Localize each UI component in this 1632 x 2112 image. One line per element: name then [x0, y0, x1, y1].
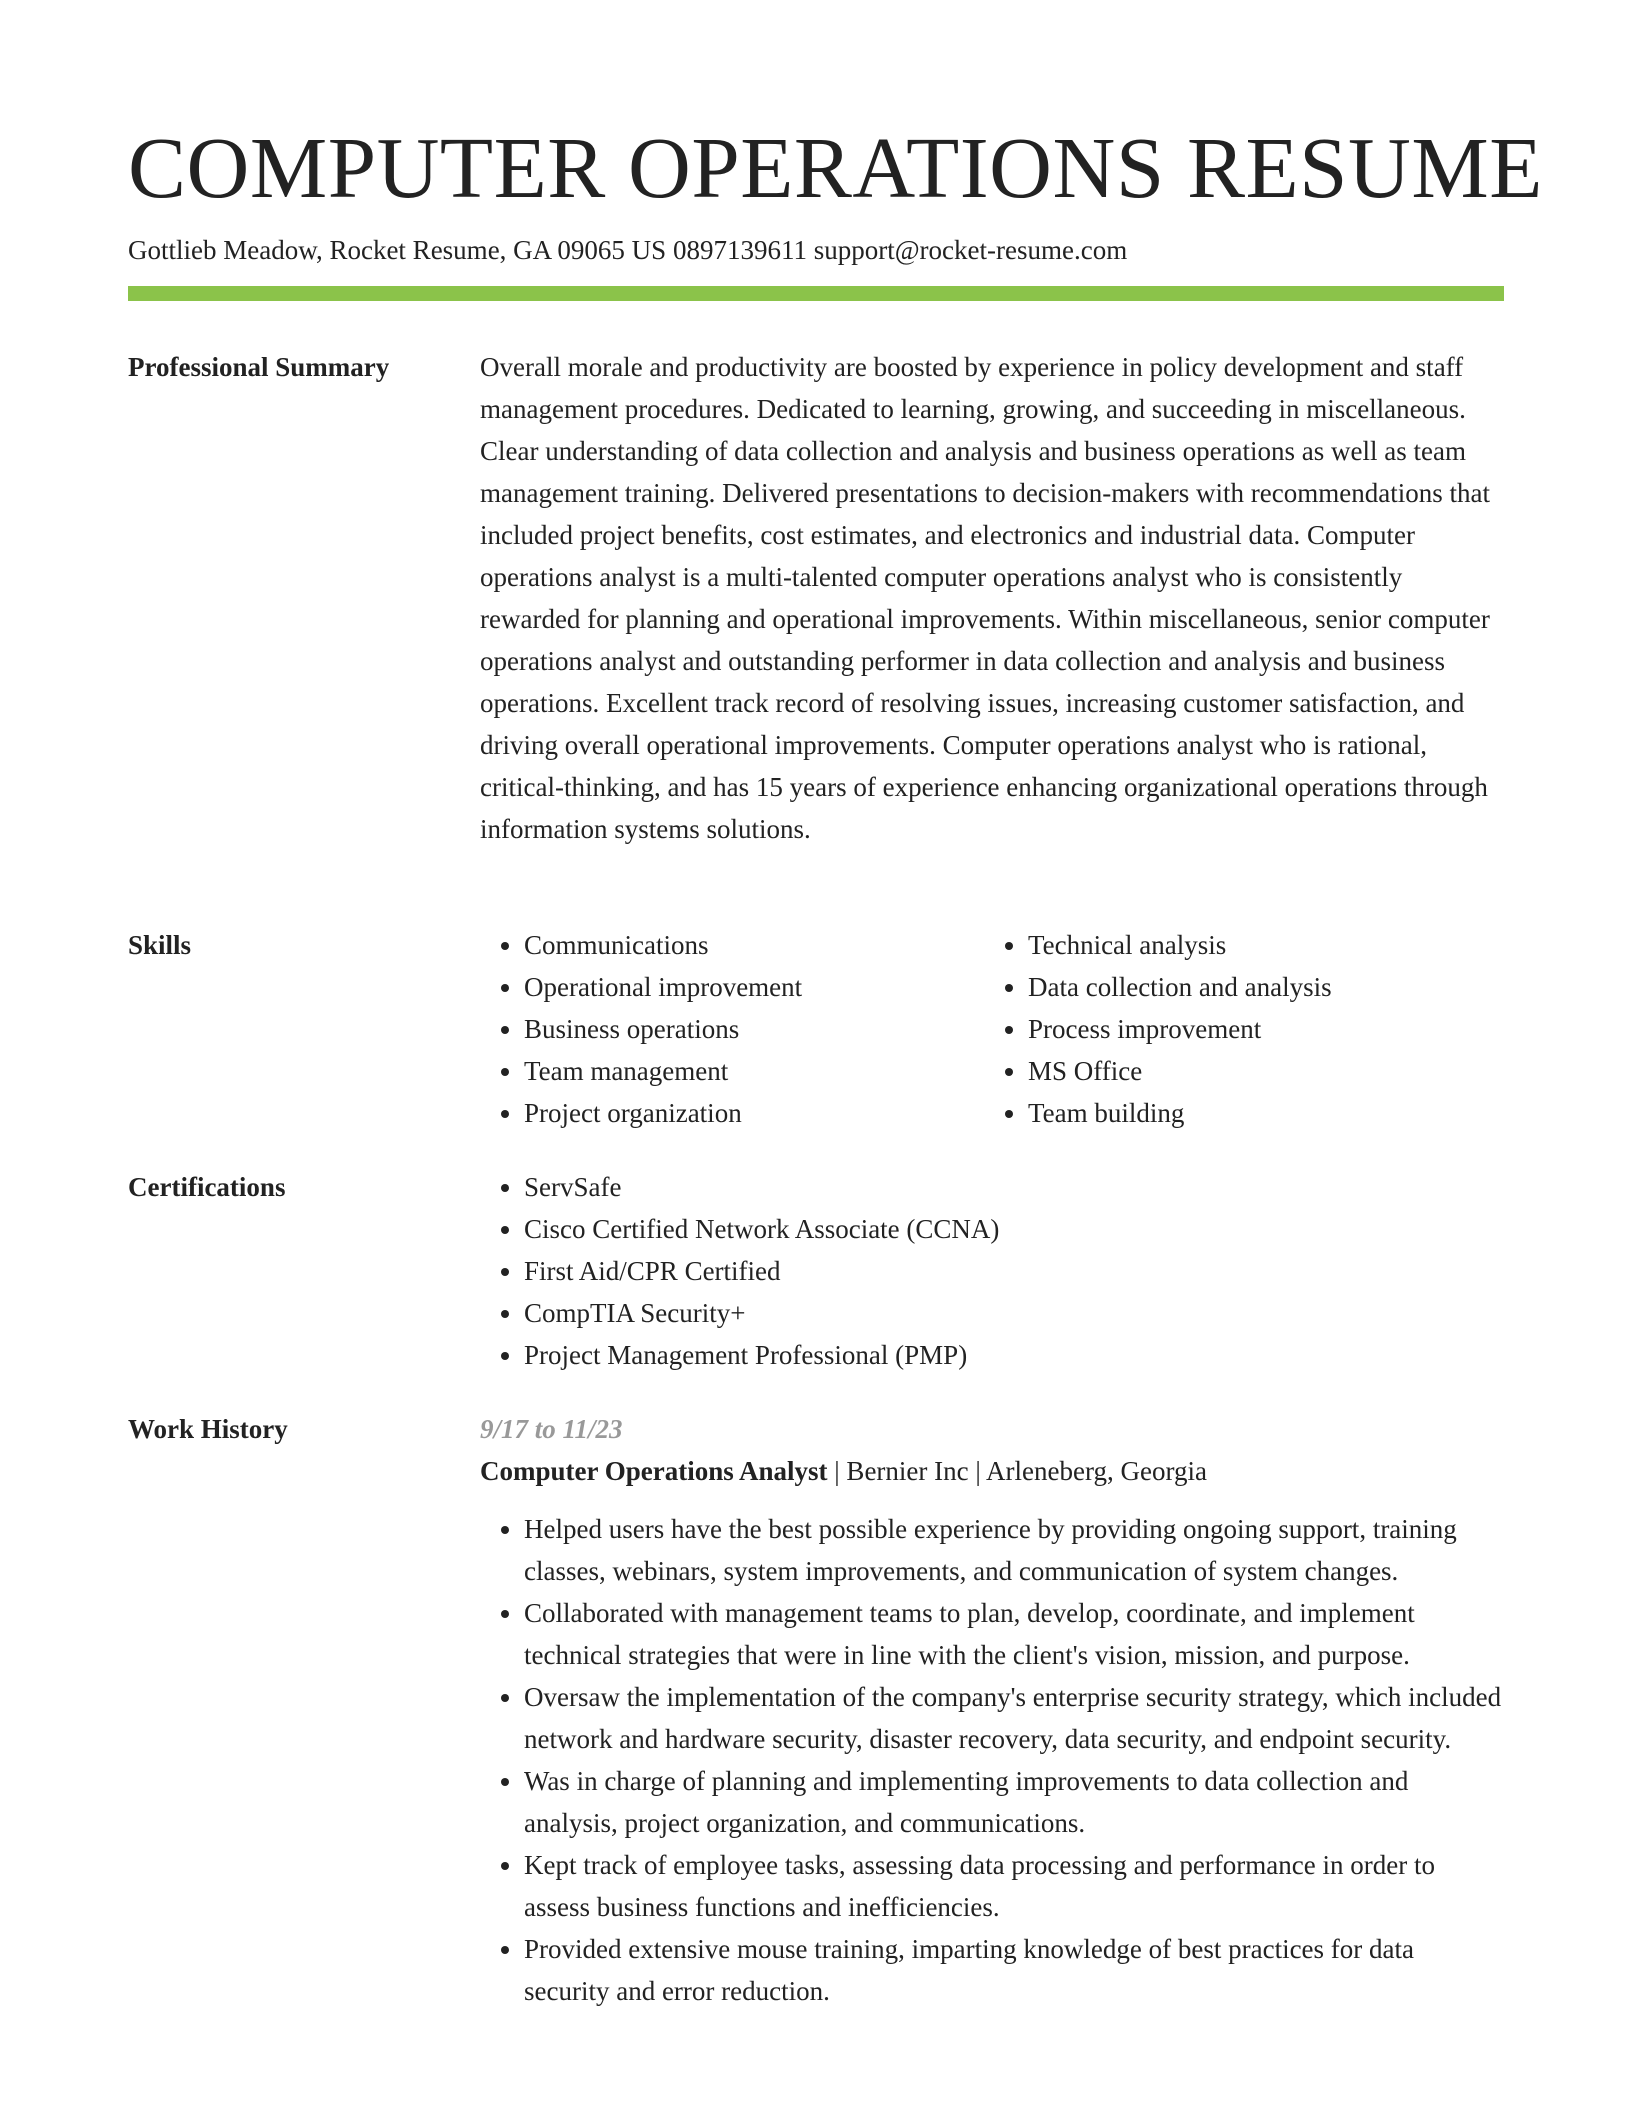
section-label: Skills	[128, 930, 192, 960]
section-body	[480, 1166, 1504, 1376]
list-item: • Collaborated with management teams to plan, develop, coordinate, and implement technical strategies that were in line with the client's vision, mission, and purpose.	[524, 1592, 1504, 1676]
list-item: • ServSafe	[524, 1166, 1504, 1208]
section-body	[480, 346, 1504, 850]
list-item: • Communications	[524, 924, 984, 966]
certifications-list	[480, 1166, 1504, 1376]
list-item: • Team management	[524, 1050, 984, 1092]
section-label: Work History	[128, 1414, 288, 1444]
list-item: • Team building	[1028, 1092, 1488, 1134]
list-item: • Was in charge of planning and implementing improvements to data collection and analysis, project organization, and communications.	[524, 1760, 1504, 1844]
job-dates: 9/17 to 11/23	[480, 1414, 623, 1444]
list-item: • Business operations	[524, 1008, 984, 1050]
list-item: • Provided extensive mouse training, imparting knowledge of best practices for data security and error reduction.	[524, 1928, 1504, 2012]
job-bullets	[480, 1508, 1504, 2012]
page-title: COMPUTER OPERATIONS RESUME	[128, 119, 1543, 216]
list-item: • CompTIA Security+	[524, 1292, 1504, 1334]
skills-list-left	[480, 924, 984, 1134]
section-label: Professional Summary	[128, 352, 390, 382]
skills-list-right	[984, 924, 1488, 1134]
list-item: • Technical analysis	[1028, 924, 1488, 966]
job-details: | Bernier Inc | Arleneberg, Georgia	[827, 1456, 1207, 1486]
job-header	[480, 1450, 1504, 1492]
job-title: Computer Operations Analyst	[480, 1456, 828, 1486]
skills-columns	[480, 924, 1504, 1134]
contact-line: Gottlieb Meadow, Rocket Resume, GA 09065 US 0897139611 support@rocket-resume.com	[128, 235, 1128, 265]
list-item: • Oversaw the implementation of the company's enterprise security strategy, which included network and hardware security, disaster recovery, data security, and endpoint security.	[524, 1676, 1504, 1760]
list-item: • Project organization	[524, 1092, 984, 1134]
list-item: • MS Office	[1028, 1050, 1488, 1092]
list-item: • First Aid/CPR Certified	[524, 1250, 1504, 1292]
summary-text: Overall morale and productivity are boosted by experience in policy development and staff management procedures. Dedicated to learning, growing, and succeeding in miscellaneous. Clear understanding of data collection and analysis and business operations as well as team management training. Delivered presentations to decision-makers with recommendations that included project benefits, cost estimates, and electronics and industrial data. Computer operations analyst is a multi-talented computer operations analyst who is consistently rewarded for planning and operational improvements. Within miscellaneous, senior computer operations analyst and outstanding performer in data collection and analysis and business operations. Excellent track record of resolving issues, increasing customer satisfaction, and driving overall operational improvements. Computer operations analyst who is rational, critical-thinking, and has 15 years of experience enhancing organizational operations through information systems solutions.	[480, 352, 1490, 844]
section-label: Certifications	[128, 1172, 286, 1202]
list-item: • Project Management Professional (PMP)	[524, 1334, 1504, 1376]
list-item: • Process improvement	[1028, 1008, 1488, 1050]
list-item: • Data collection and analysis	[1028, 966, 1488, 1008]
list-item: • Cisco Certified Network Associate (CCNA)	[524, 1208, 1504, 1250]
list-item: • Kept track of employee tasks, assessing data processing and performance in order to assess business functions and inefficiencies.	[524, 1844, 1504, 1928]
list-item: • Helped users have the best possible experience by providing ongoing support, training classes, webinars, system improvements, and communication of system changes.	[524, 1508, 1504, 1592]
header-divider	[128, 286, 1504, 301]
list-item: • Operational improvement	[524, 966, 984, 1008]
section-body	[480, 1408, 1504, 2012]
